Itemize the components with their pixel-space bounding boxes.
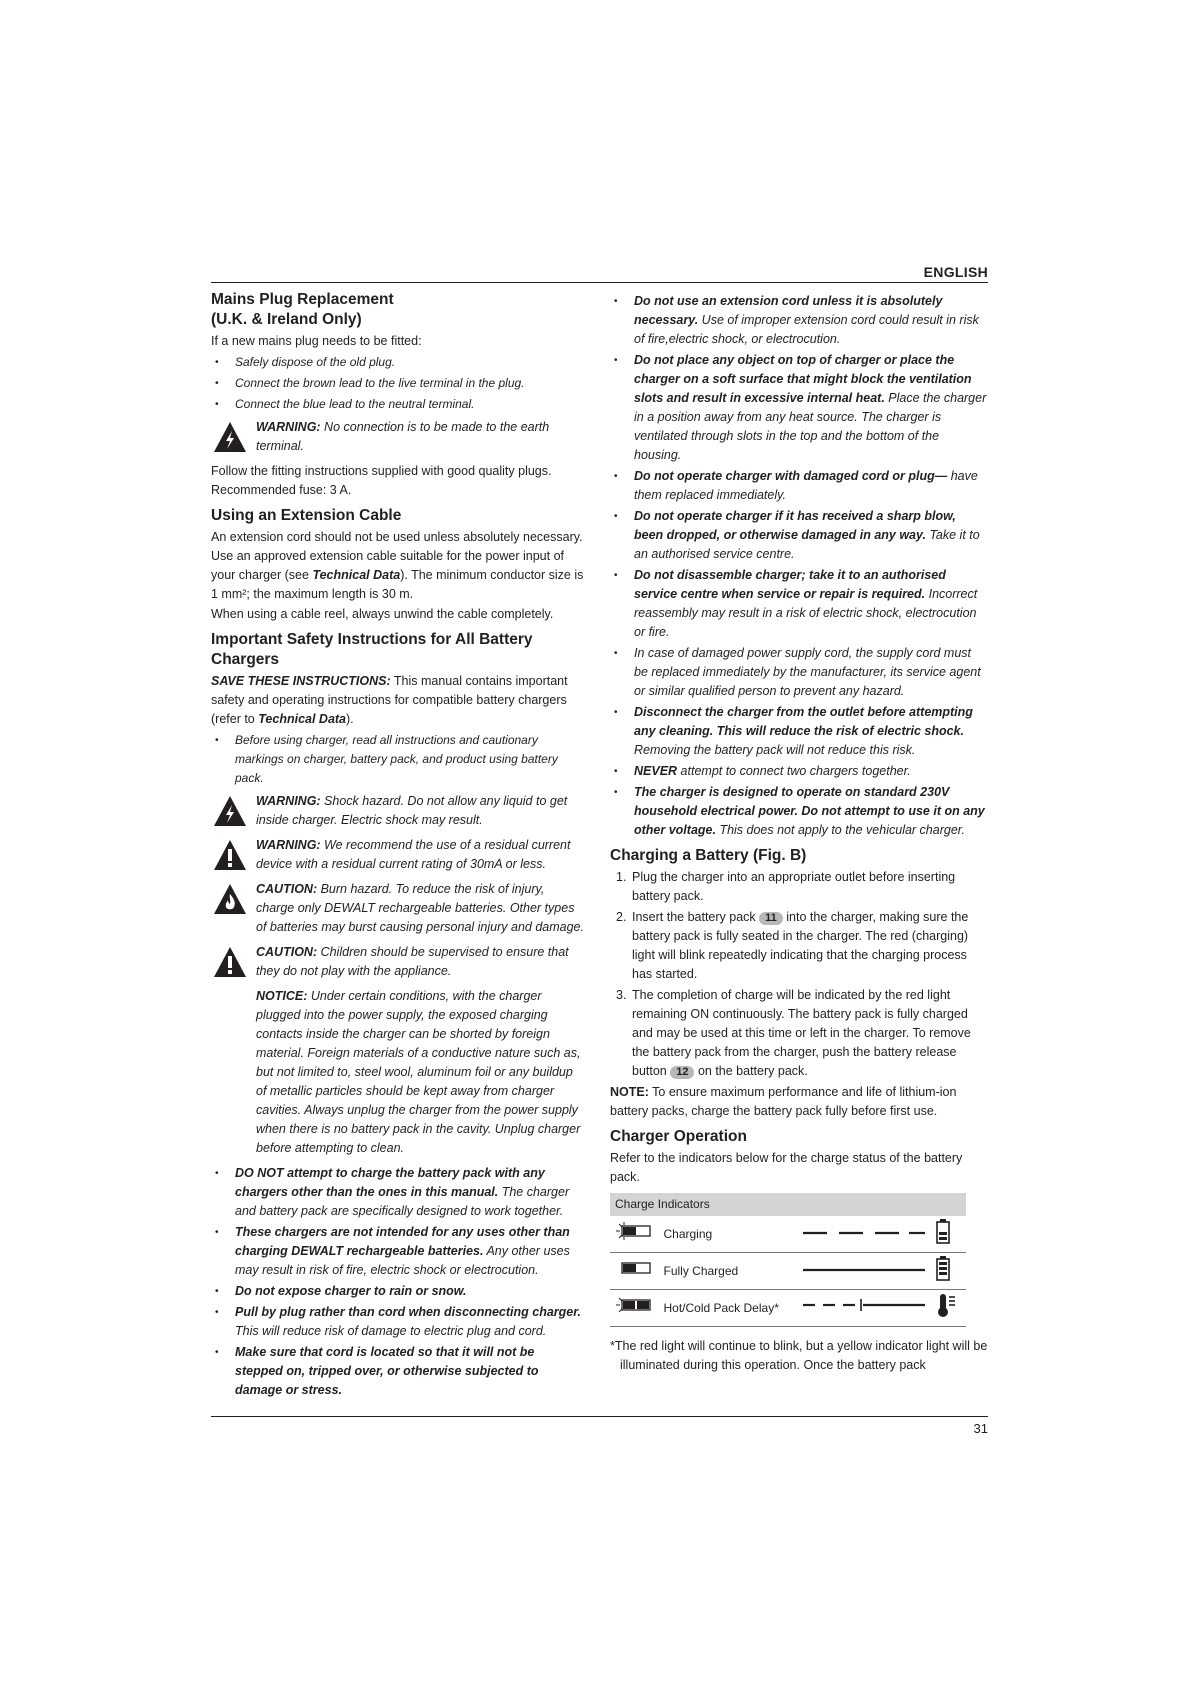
safety-heading: Important Safety Instructions for All Battery Chargers: [211, 631, 533, 668]
list-item: • Make sure that cord is located so that it will not be stepped on, tripped over, or otherwise subjected to damage or stress.: [211, 1343, 585, 1400]
list-item: • Pull by plug rather than cord when disconnecting charger. This will reduce risk of damage to electric plug and cord.: [211, 1303, 585, 1341]
shock-warning: WARNING: Shock hazard. Do not allow any liquid to get inside charger. Electric shock may result.: [211, 792, 585, 830]
mains-follow: Follow the fitting instructions supplied with good quality plugs. Recommended fuse: 3 A.: [211, 464, 552, 497]
charger-blinking-light-icon: [610, 1216, 659, 1253]
charger-safety-bullets: [610, 292, 988, 840]
right-column: [610, 290, 988, 1376]
mains-plug-heading: Mains Plug Replacement (U.K. & Ireland Only): [211, 291, 394, 328]
charging-note: NOTE: To ensure maximum performance and life of lithium-ion battery packs, charge the battery pack fully before first use.: [610, 1085, 957, 1118]
warning-triangle-icon: [213, 839, 247, 871]
solid-pattern: [785, 1253, 932, 1290]
warning-triangle-icon: [213, 946, 247, 978]
list-item: • DO NOT attempt to charge the battery pack with any chargers other than the ones in this manual. The charger and battery pack are specifically designed to work together.: [211, 1164, 585, 1221]
list-item: 1. Plug the charger into an appropriate outlet before inserting battery pack.: [616, 870, 956, 903]
table-row: [610, 1253, 966, 1290]
charger-footnote: *The red light will continue to blink, but a yellow indicator light will be illuminated during this operation. Once the battery pack: [610, 1339, 988, 1372]
page-footer: [211, 1416, 988, 1439]
table-row: [610, 1216, 966, 1253]
list-item: • Connect the brown lead to the live terminal in the plug.: [211, 374, 585, 393]
rcd-warning: WARNING: We recommend the use of a residual current device with a residual current rating of 30mA or less.: [211, 836, 585, 874]
left-column: [211, 290, 585, 1402]
list-item: • NEVER attempt to connect two chargers together.: [610, 762, 988, 781]
language-label: ENGLISH: [923, 264, 988, 280]
list-item: 3. The completion of charge will be indicated by the red light remaining ON continuously. The battery pack is fully charged and may be used at this time or left in the charger. To remove the battery pack from the charger, push the battery release button 12 on the battery pack.: [616, 988, 971, 1078]
dashed-pattern: [785, 1216, 932, 1253]
electric-shock-warning-icon: [213, 795, 247, 827]
battery-full-icon: [931, 1253, 966, 1290]
charging-steps: [610, 868, 988, 1081]
list-item: • Connect the blue lead to the neutral terminal.: [211, 395, 585, 414]
extension-paragraph: An extension cord should not be used unless absolutely necessary. Use an approved extension cable suitable for the power input of your charger (see Technical Data). The minimum conductor size is 1 mm²; the maximum length is 30 m.: [211, 530, 584, 601]
mains-bullets: [211, 353, 585, 414]
list-item: • Safely dispose of the old plug.: [211, 353, 585, 372]
page-header: [211, 262, 988, 283]
list-item: • Do not place any object on top of charger or place the charger on a soft surface that might block the ventilation slots and result in excessive internal heat. Place the charger in a position away from any heat source. The charger is ventilated through slots in the top and the bottom of the housing.: [610, 351, 988, 465]
operation-heading: Charger Operation: [610, 1128, 747, 1145]
delay-pattern: [785, 1290, 932, 1327]
safety-bullets-2: [211, 1164, 585, 1400]
electric-shock-warning-icon: [213, 421, 247, 453]
charger-delay-light-icon: [610, 1290, 659, 1327]
list-item: • Do not operate charger with damaged cord or plug— have them replaced immediately.: [610, 467, 988, 505]
charger-solid-light-icon: [610, 1253, 659, 1290]
list-item: 2. Insert the battery pack 11 into the charger, making sure the battery pack is fully seated in the charger. The red (charging) light will blink repeatedly indicating that the charging process has started.: [616, 910, 969, 981]
list-item: • The charger is designed to operate on standard 230V household electrical power. Do not attempt to use it on any other voltage. This does not apply to the vehicular charger.: [610, 783, 988, 840]
row-label: Charging: [659, 1216, 784, 1253]
row-label: Hot/Cold Pack Delay*: [659, 1290, 784, 1327]
extension-heading: Using an Extension Cable: [211, 507, 402, 524]
table-title: Charge Indicators: [610, 1193, 966, 1216]
operation-intro: Refer to the indicators below for the charge status of the battery pack.: [610, 1151, 963, 1184]
mains-intro: If a new mains plug needs to be fitted:: [211, 334, 422, 348]
thermometer-icon: [931, 1290, 966, 1327]
list-item: • In case of damaged power supply cord, the supply cord must be replaced immediately by the manufacturer, its service agent or similar qualified person to prevent any hazard.: [610, 644, 988, 701]
list-item: • These chargers are not intended for any uses other than charging DEWALT rechargeable batteries. Any other uses may result in risk of fire, electric shock or electrocution.: [211, 1223, 585, 1280]
list-item: • Do not expose charger to rain or snow.: [211, 1282, 585, 1301]
list-item: • Do not disassemble charger; take it to an authorised service centre when service or repair is required. Incorrect reassembly may result in a risk of electric shock, electrocution or fire.: [610, 566, 988, 642]
table-row: [610, 1290, 966, 1327]
burn-caution: CAUTION: Burn hazard. To reduce the risk of injury, charge only DEWALT rechargeable batteries. Other types of batteries may burst causing personal injury and damage.: [211, 880, 585, 937]
charge-indicators-table: [610, 1193, 966, 1327]
list-item: • Do not operate charger if it has received a sharp blow, been dropped, or otherwise damaged in any way. Take it to an authorised service centre.: [610, 507, 988, 564]
page-number: 31: [973, 1421, 988, 1436]
children-caution: CAUTION: Children should be supervised to ensure that they do not play with the appliance.: [211, 943, 585, 981]
notice-block: NOTICE: Under certain conditions, with the charger plugged into the power supply, the exposed charging contacts inside the charger can be shorted by foreign material. Foreign materials of a conductive nature such as, but not limited to, steel wool, aluminum foil or any buildup of metallic particles should be kept away from charger cavities. Always unplug the charger from the power supply when there is no battery pack in the cavity. Unplug charger before attempting to clean.: [256, 989, 581, 1155]
save-instructions: SAVE THESE INSTRUCTIONS: This manual contains important safety and operating instructions for compatible battery chargers (refer to Technical Data).: [211, 674, 568, 726]
mains-warning: WARNING: No connection is to be made to the earth terminal.: [211, 418, 585, 456]
safety-bullets-1: [211, 731, 585, 788]
list-item: • Do not use an extension cord unless it is absolutely necessary. Use of improper extension cord could result in risk of fire,electric shock, or electrocution.: [610, 292, 988, 349]
burn-hazard-icon: [213, 883, 247, 915]
extension-reel: When using a cable reel, always unwind the cable completely.: [211, 607, 554, 621]
callout-badge: 11: [759, 912, 783, 925]
list-item: • Disconnect the charger from the outlet before attempting any cleaning. This will reduce the risk of electric shock. Removing the battery pack will not reduce this risk.: [610, 703, 988, 760]
row-label: Fully Charged: [659, 1253, 784, 1290]
charging-heading: Charging a Battery (Fig. B): [610, 847, 807, 864]
battery-charging-icon: [931, 1216, 966, 1253]
list-item: • Before using charger, read all instructions and cautionary markings on charger, battery pack, and product using battery pack.: [211, 731, 585, 788]
callout-badge: 12: [670, 1066, 694, 1079]
